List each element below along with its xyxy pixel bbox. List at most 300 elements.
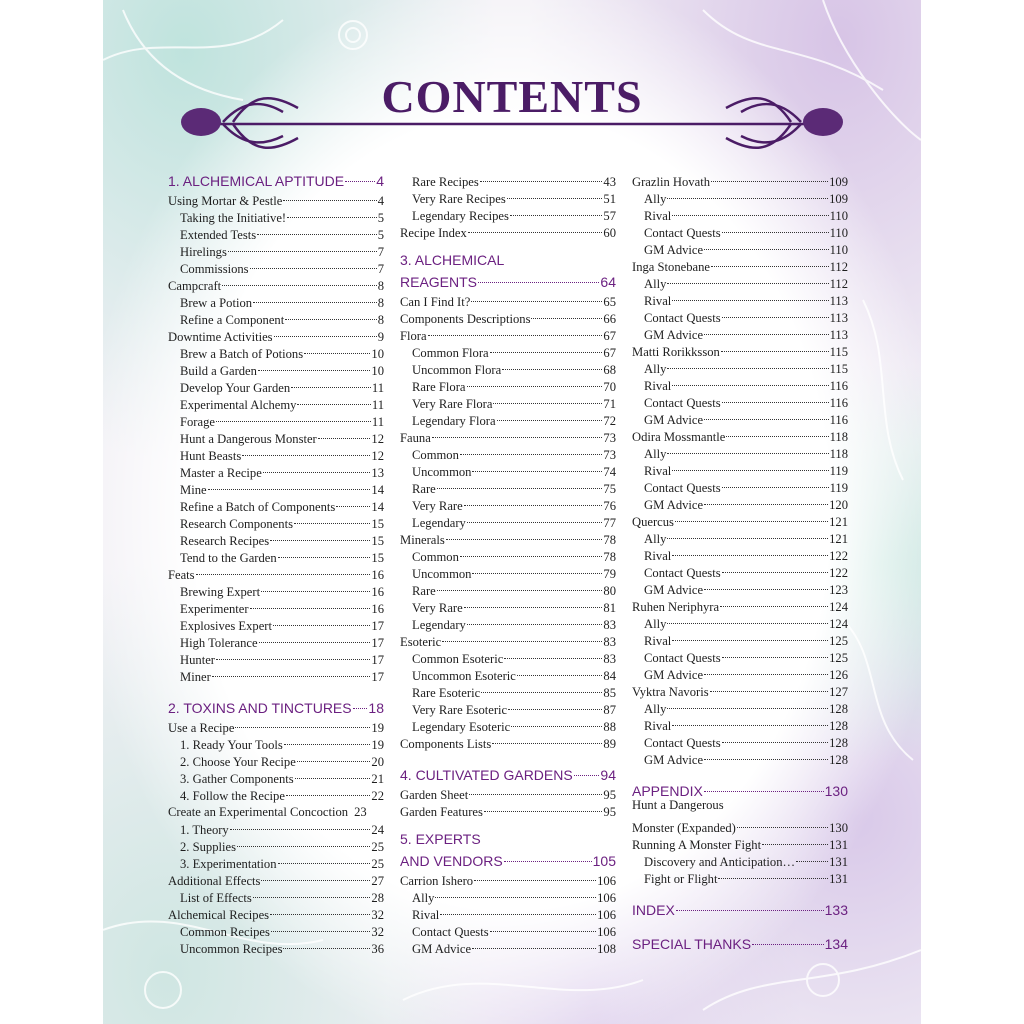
page-number: 8: [377, 296, 384, 310]
entry-label: Grazlin Hovath: [632, 175, 710, 189]
entry-label: Ally: [644, 447, 667, 461]
dot-leader: [704, 572, 828, 590]
entry-label: Refine a Batch of Components: [180, 500, 336, 514]
page-number: 123: [829, 583, 848, 597]
dot-leader: [258, 353, 370, 371]
page-number: 20: [371, 755, 384, 769]
dot-leader: [287, 200, 377, 218]
dot-leader: [718, 861, 828, 879]
page-number: 28: [371, 891, 384, 905]
page-number: 95: [603, 788, 616, 802]
entry-label: Hunter: [180, 653, 215, 667]
dot-leader: [722, 725, 829, 743]
dot-leader: [284, 727, 371, 745]
page-number: 116: [829, 379, 848, 393]
dot-leader: [216, 642, 370, 660]
dot-leader: [704, 232, 828, 250]
page-title: CONTENTS: [381, 71, 643, 122]
entry-label: Create an Experimental Concoction: [168, 805, 349, 819]
entry-label: Campcraft: [168, 279, 222, 293]
entry-label: SPECIAL THANKS: [632, 936, 752, 952]
dot-leader: [237, 829, 370, 847]
page-number: 57: [603, 209, 616, 223]
dot-leader: [469, 777, 602, 795]
entry-label: Esoteric: [400, 635, 442, 649]
page-number: 8: [377, 313, 384, 327]
page-number: 43: [603, 175, 616, 189]
dot-leader: [222, 268, 377, 286]
dot-leader: [283, 183, 376, 201]
entry-label: Rival: [644, 379, 672, 393]
page-number: 17: [371, 653, 384, 667]
page-number: 5: [377, 211, 384, 225]
page-number: 133: [824, 902, 848, 918]
dot-leader: [672, 198, 828, 216]
dot-leader: [711, 164, 828, 182]
page-number: 118: [829, 430, 848, 444]
page-number: 12: [371, 449, 384, 463]
page-number: 25: [371, 857, 384, 871]
dot-leader: [464, 590, 603, 608]
entry-label: Vyktra Navoris: [632, 685, 709, 699]
entry-label: Fight or Flight: [644, 872, 718, 886]
dot-leader: [271, 914, 371, 932]
dot-leader: [737, 810, 828, 828]
dot-leader: [796, 844, 828, 862]
page-number: 77: [603, 516, 616, 530]
dot-leader: [507, 181, 603, 199]
page-number: 88: [603, 720, 616, 734]
entry-label: Carrion Ishero: [400, 874, 474, 888]
entry-label: Fauna: [400, 431, 431, 445]
entry-label: Forage: [180, 415, 215, 429]
dot-leader: [472, 556, 602, 574]
entry-label: Rival: [644, 464, 672, 478]
page-number: 108: [597, 942, 616, 956]
entry-label: Common Esoteric: [412, 652, 504, 666]
page-number: 11: [371, 398, 384, 412]
dot-leader: [336, 489, 370, 507]
page-number: 13: [371, 466, 384, 480]
dot-leader: [228, 234, 377, 252]
page-number: 122: [829, 566, 848, 580]
page-number: 15: [371, 534, 384, 548]
dot-leader: [428, 318, 603, 336]
page-number: 105: [592, 853, 616, 869]
entry-label: Contact Quests: [644, 481, 721, 495]
page-number: 68: [603, 363, 616, 377]
dot-leader: [435, 880, 596, 898]
page-number: 94: [600, 767, 616, 783]
page-number: 87: [603, 703, 616, 717]
page-number: 126: [829, 668, 848, 682]
dot-leader: [294, 506, 370, 524]
entry-label: Extended Tests: [180, 228, 257, 242]
dot-leader: [490, 335, 603, 353]
entry-label: Experimental Alchemy: [180, 398, 297, 412]
page-number: 9: [377, 330, 384, 344]
entry-label: Taking the Initiative!: [180, 211, 287, 225]
page-number: 128: [829, 753, 848, 767]
entry-label: Contact Quests: [644, 736, 721, 750]
entry-label: 2. Choose Your Recipe: [180, 755, 296, 769]
page-number: 27: [371, 874, 384, 888]
page-number: 7: [377, 245, 384, 259]
page-number: 65: [603, 295, 616, 309]
entry-label: Contact Quests: [412, 925, 489, 939]
page-number: 10: [371, 364, 384, 378]
entry-label: APPENDIX: [632, 783, 703, 799]
dot-leader: [208, 472, 371, 490]
page-number: 19: [371, 738, 384, 752]
entry-label: GM Advice: [644, 668, 704, 682]
entry-label: Common Flora: [412, 346, 489, 360]
page-number: 70: [603, 380, 616, 394]
page-number: 4: [377, 194, 384, 208]
toc-chapter-entry[interactable]: [632, 897, 848, 916]
page-number: 122: [829, 549, 848, 563]
dot-leader: [467, 369, 603, 387]
page-number: 125: [829, 651, 848, 665]
dot-leader: [672, 708, 828, 726]
entry-label: GM Advice: [644, 243, 704, 257]
page-number: 24: [371, 823, 384, 837]
entry-label: Common: [412, 448, 459, 462]
entry-label: Rare: [412, 584, 436, 598]
entry-label: Contact Quests: [644, 226, 721, 240]
entry-label: Rare: [412, 482, 436, 496]
entry-label: Rare Esoteric: [412, 686, 481, 700]
dot-leader: [508, 692, 602, 710]
dot-leader: [762, 827, 828, 845]
page-number: 115: [829, 345, 848, 359]
page-number: 21: [371, 772, 384, 786]
dot-leader: [672, 623, 828, 641]
dot-leader: [349, 795, 353, 812]
entry-label: Very Rare Flora: [412, 397, 493, 411]
dot-leader: [502, 352, 602, 370]
page-number: 12: [371, 432, 384, 446]
page-number: 73: [603, 431, 616, 445]
entry-label: Ally: [644, 277, 667, 291]
entry-label: Ally: [644, 192, 667, 206]
entry-label: 2. TOXINS AND TINCTURES: [168, 700, 352, 716]
page-number: 83: [603, 635, 616, 649]
dot-leader: [481, 675, 602, 693]
page-number: 121: [829, 515, 848, 529]
page-number: 10: [371, 347, 384, 361]
dot-leader: [263, 455, 371, 473]
entry-label: Very Rare: [412, 499, 463, 513]
page-number: 124: [829, 617, 848, 631]
page-number: 130: [829, 821, 848, 835]
entry-label: Very Rare: [412, 601, 463, 615]
page-number: 11: [371, 415, 384, 429]
dot-leader: [259, 625, 371, 643]
page-number: 131: [829, 838, 848, 852]
dot-leader: [442, 624, 602, 642]
entry-label: Downtime Activities: [168, 330, 273, 344]
page-number: 14: [371, 483, 384, 497]
entry-label: Running A Monster Fight: [632, 838, 762, 852]
entry-label: List of Effects: [180, 891, 252, 905]
page-number: 106: [597, 891, 616, 905]
page-number: 121: [829, 532, 848, 546]
dot-leader: [464, 488, 603, 506]
dot-leader: [212, 659, 371, 677]
entry-label: Ally: [644, 702, 667, 716]
entry-label: Brew a Potion: [180, 296, 253, 310]
page-number: 36: [371, 942, 384, 956]
entry-label: GM Advice: [644, 583, 704, 597]
dot-leader: [278, 846, 371, 864]
entry-label: Rival: [644, 719, 672, 733]
dot-leader: [270, 523, 370, 541]
entry-label: 1. Theory: [180, 823, 229, 837]
dot-leader: [704, 402, 828, 420]
entry-label: Brewing Expert: [180, 585, 261, 599]
toc-chapter-entry[interactable]: [632, 931, 848, 950]
dot-leader: [460, 437, 603, 455]
dot-leader: [721, 334, 829, 352]
dot-leader: [472, 931, 596, 949]
dot-leader: [437, 573, 603, 591]
dot-leader: [484, 794, 603, 812]
dot-leader: [250, 251, 377, 269]
entry-label: Components Descriptions: [400, 312, 531, 326]
page-number: 81: [603, 601, 616, 615]
entry-label: Commissions: [180, 262, 249, 276]
page-number: 78: [603, 533, 616, 547]
dot-leader: [672, 283, 828, 301]
entry-label: 4. Follow the Recipe: [180, 789, 285, 803]
page-number: 22: [371, 789, 384, 803]
page-number: 83: [603, 652, 616, 666]
entry-label: 3. Gather Components: [180, 772, 294, 786]
dot-leader: [261, 574, 370, 592]
page-number: 25: [371, 840, 384, 854]
entry-label: Rival: [412, 908, 440, 922]
entry-label: Ally: [644, 362, 667, 376]
entry-label: Can I Find It?: [400, 295, 471, 309]
entry-label: 3. Experimentation: [180, 857, 277, 871]
page-number: 131: [829, 872, 848, 886]
entry-label: Legendary: [412, 618, 466, 632]
entry-label: AND VENDORS: [400, 853, 503, 869]
page-number: 128: [829, 702, 848, 716]
entry-label: Rival: [644, 634, 672, 648]
dot-leader: [493, 386, 602, 404]
page-number: 17: [371, 619, 384, 633]
page-number: 8: [377, 279, 384, 293]
dot-leader: [471, 284, 602, 302]
entry-label: Quercus: [632, 515, 674, 529]
page-number: 116: [829, 396, 848, 410]
entry-label: High Tolerance: [180, 636, 258, 650]
page-number: 125: [829, 634, 848, 648]
entry-label: Garden Sheet: [400, 788, 469, 802]
dot-leader: [675, 504, 828, 522]
page-number: 16: [371, 602, 384, 616]
entry-label: Ally: [644, 532, 667, 546]
dot-leader: [517, 658, 603, 676]
page-number: 134: [824, 936, 848, 952]
dot-leader: [510, 198, 603, 216]
entry-label: 1. ALCHEMICAL APTITUDE: [168, 173, 345, 189]
entry-label: Hirelings: [180, 245, 227, 259]
dot-leader: [704, 742, 828, 760]
page-number: 17: [371, 670, 384, 684]
page-number: 14: [371, 500, 384, 514]
entry-label: Rare Flora: [412, 380, 466, 394]
dot-leader: [722, 385, 829, 403]
dot-leader: [722, 640, 829, 658]
entry-label: Use a Recipe: [168, 721, 235, 735]
entry-label: Uncommon Flora: [412, 363, 502, 377]
dot-leader: [253, 285, 377, 303]
dot-leader: [676, 893, 824, 911]
entry-label: Miner: [180, 670, 211, 684]
dot-leader: [304, 336, 370, 354]
dot-leader: [722, 215, 829, 233]
page-number: 112: [829, 277, 848, 291]
dot-leader: [468, 215, 603, 233]
entry-label: Very Rare Recipes: [412, 192, 506, 206]
dot-leader: [196, 557, 371, 575]
page-number: 110: [829, 226, 848, 240]
page-number: 112: [829, 260, 848, 274]
page-number: 71: [603, 397, 616, 411]
page-number: 115: [829, 362, 848, 376]
page-number: 118: [829, 447, 848, 461]
entry-label: Explosives Expert: [180, 619, 272, 633]
dot-leader: [667, 181, 828, 199]
dot-leader: [704, 487, 828, 505]
entry-label: GM Advice: [644, 413, 704, 427]
dot-leader: [497, 403, 603, 421]
dot-leader: [345, 164, 375, 182]
entry-label: Alchemical Recipes: [168, 908, 270, 922]
page-number: 67: [603, 329, 616, 343]
entry-label: Contact Quests: [644, 396, 721, 410]
page-number: 76: [603, 499, 616, 513]
page-number: 73: [603, 448, 616, 462]
entry-label: GM Advice: [644, 328, 704, 342]
page-number: 84: [603, 669, 616, 683]
page-number: 109: [829, 192, 848, 206]
entry-label: Hunt a Dangerous: [632, 798, 724, 812]
entry-label: Master a Recipe: [180, 466, 262, 480]
page-number: 18: [368, 700, 384, 716]
dot-leader: [446, 522, 603, 540]
entry-label: 5. EXPERTS: [400, 831, 481, 847]
page-number: 19: [371, 721, 384, 735]
page-number: 16: [371, 568, 384, 582]
entry-label: Research Components: [180, 517, 293, 531]
entry-label: Uncommon Recipes: [180, 942, 283, 956]
page-number: 7: [377, 262, 384, 276]
dot-leader: [235, 710, 370, 728]
dot-leader: [667, 351, 828, 369]
page-number: 51: [603, 192, 616, 206]
page-number: 17: [371, 636, 384, 650]
entry-label: Uncommon Esoteric: [412, 669, 516, 683]
entry-label: Rival: [644, 549, 672, 563]
entry-label: Rare Recipes: [412, 175, 479, 189]
dot-leader: [285, 302, 376, 320]
dot-leader: [704, 317, 828, 335]
dot-leader: [720, 589, 828, 607]
page-number: 106: [597, 874, 616, 888]
entry-label: 2. Supplies: [180, 840, 236, 854]
dot-leader: [297, 744, 371, 762]
entry-label: INDEX: [632, 902, 675, 918]
page-number: 119: [829, 464, 848, 478]
page-number: 130: [824, 783, 848, 799]
entry-label: Odira Mossmantle: [632, 430, 726, 444]
entry-label: Uncommon: [412, 567, 472, 581]
entry-label: Ruhen Neriphyra: [632, 600, 720, 614]
entry-label: GM Advice: [644, 753, 704, 767]
dot-leader: [440, 897, 596, 915]
entry-label: Refine a Component: [180, 313, 285, 327]
entry-label: Rival: [644, 294, 672, 308]
dot-leader: [353, 691, 368, 709]
entry-label: Research Recipes: [180, 534, 270, 548]
entry-label: Ally: [644, 617, 667, 631]
dot-leader: [273, 608, 370, 626]
dot-leader: [722, 555, 829, 573]
dot-leader: [667, 436, 828, 454]
entry-label: Legendary Recipes: [412, 209, 509, 223]
dot-leader: [672, 453, 828, 471]
entry-label: Additional Effects: [168, 874, 261, 888]
page-number: 74: [603, 465, 616, 479]
dot-leader: [278, 540, 371, 558]
dot-leader: [711, 249, 829, 267]
dot-leader: [574, 758, 600, 776]
page-number: 110: [829, 209, 848, 223]
entry-label: Legendary Esoteric: [412, 720, 511, 734]
entry-label: Mine: [180, 483, 207, 497]
page-number: 95: [603, 805, 616, 819]
dot-leader: [667, 266, 828, 284]
dot-leader: [504, 844, 592, 862]
dot-leader: [291, 370, 371, 388]
dot-leader: [726, 419, 828, 437]
dot-leader: [437, 471, 603, 489]
page-number: 128: [829, 719, 848, 733]
dot-leader: [253, 880, 371, 898]
dot-leader: [504, 641, 602, 659]
dot-leader: [318, 421, 371, 439]
dot-leader: [531, 301, 602, 319]
dot-leader: [478, 265, 599, 283]
entry-label: Contact Quests: [644, 651, 721, 665]
page-number: 11: [371, 381, 384, 395]
page-number: 113: [829, 311, 848, 325]
dot-leader: [460, 539, 603, 557]
page-number: 75: [603, 482, 616, 496]
entry-label: GM Advice: [644, 498, 704, 512]
entry-label: Using Mortar & Pestle: [168, 194, 283, 208]
dot-leader: [242, 438, 370, 456]
dot-leader: [704, 657, 828, 675]
page-number: 127: [829, 685, 848, 699]
entry-label: Very Rare Esoteric: [412, 703, 508, 717]
toc-chapter-entry[interactable]: [632, 778, 848, 797]
dot-leader: [480, 164, 603, 182]
